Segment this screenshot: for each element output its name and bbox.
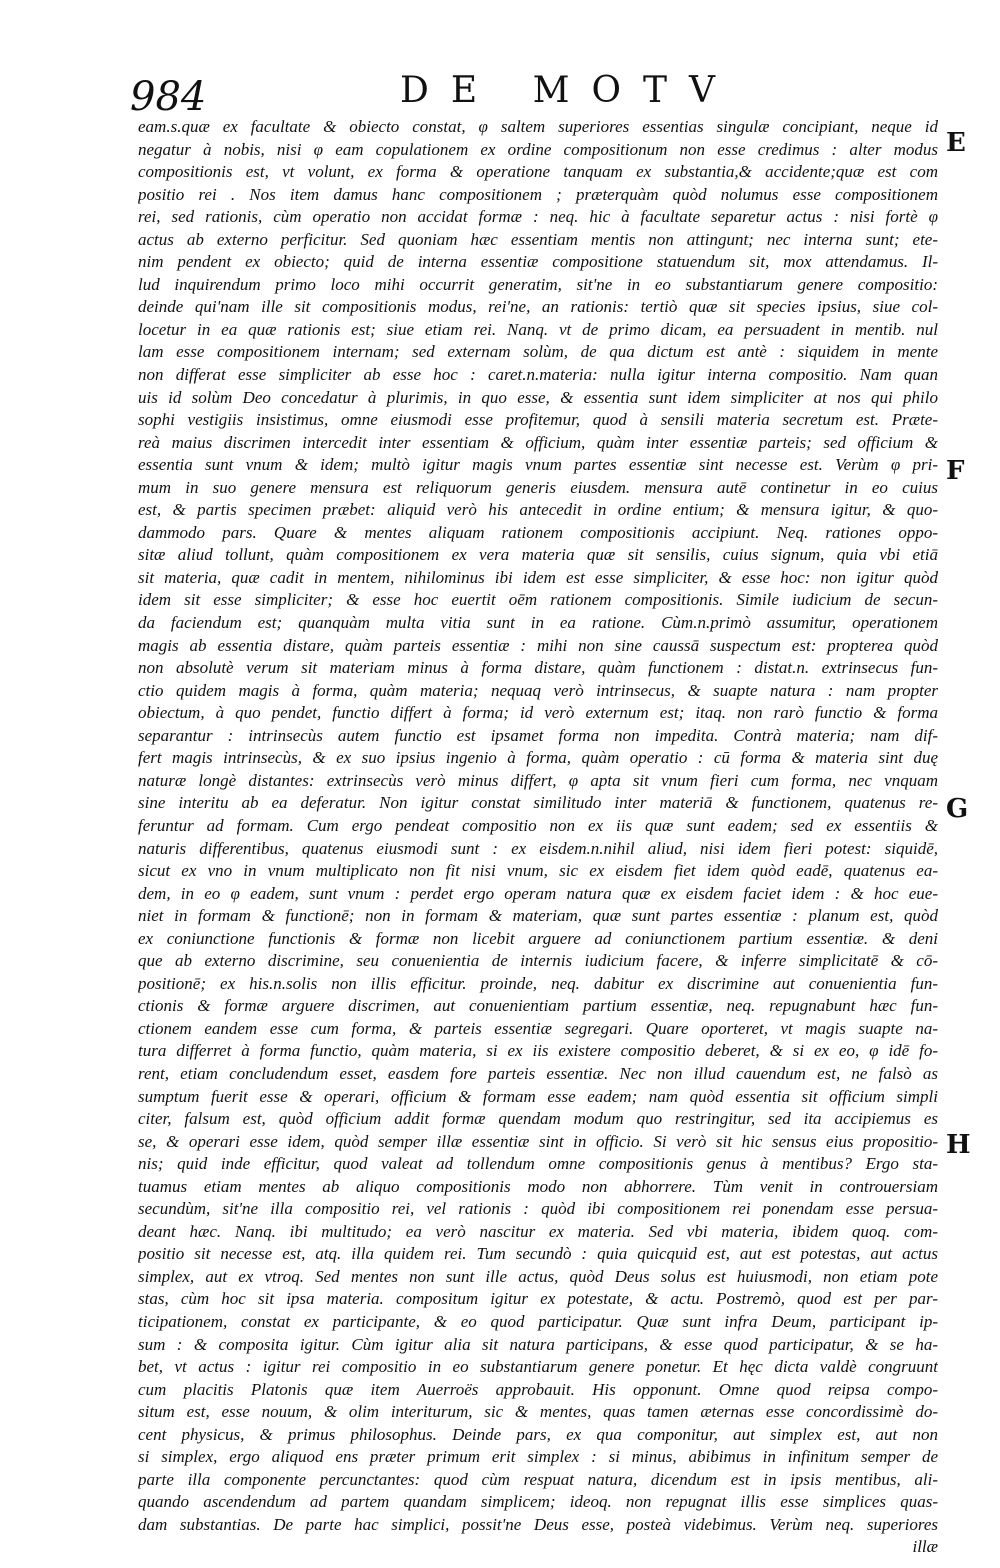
text-line: naturæ longè distantes: extrinsecùs verò minus differt, φ apta sit vnum fieri cum forma, nec vnquam xyxy=(138,770,938,790)
text-line: compositionis est, vt volunt, ex forma & operatione tanquam ex substantia,& accidente;quæ est com xyxy=(138,162,938,182)
text-line: secundùm, sit'ne illa compositio rei, vel rationis : quòd ibi compositionem rei ponendam esse persua- xyxy=(138,1199,938,1219)
text-line: actus ab externo perficitur. Sed quoniam hæc essentiam mentis non attingunt; nec interna sunt; ete- xyxy=(138,229,938,249)
text-line: se, & operari esse idem, quòd semper illæ essentiæ sint in officio. Si verò sit hic sensus eius propositio- xyxy=(138,1131,938,1151)
text-line: fert magis intrinsecùs, & ex suo ipsius ingenio à forma, quàm operatio : cū forma & materia sint duę xyxy=(138,748,938,768)
text-line: naturis differentibus, quatenus eiusmodi sunt : ex eisdem.n.nihil aliud, nisi idem fieri potest: siquidē, xyxy=(138,838,938,858)
text-line: illæ xyxy=(912,1537,938,1557)
margin-letter-h: H xyxy=(946,1130,971,1160)
text-line: sum : & composita igitur. Cùm igitur alia sit natura participans, & esse quod participatur, & se ha- xyxy=(138,1334,938,1354)
text-line: bet, vt actus : igitur rei compositio in eo substantiarum genere ponetur. Et hęc dicta valdè congruunt xyxy=(138,1357,938,1377)
text-line: dammodo pars. Quare & mentes aliquam rationem compositionis accipiunt. Neq. rationes oppo- xyxy=(138,522,938,542)
text-line: ctio quidem magis à forma, quàm materia; nequaq verò intrinsecus, & suapte natura : nam propter xyxy=(138,680,938,700)
text-line: stas, cùm hoc sit ipsa materia. compositum igitur ex potestate, & actu. Postremò, quod est per par- xyxy=(138,1289,938,1309)
text-line: positionē; ex his.n.solis non illis efficitur. proinde, neq. dabitur ex discrimine aut conuenientia fun- xyxy=(138,973,938,993)
text-line: sitæ aliud tollunt, quàm compositionem ex vera materia quæ sit sensilis, cuius signum, quia vbi etiā xyxy=(138,545,938,565)
text-line: que ab externo discrimine, seu conuenientia de internis iudicium facere, & inferre simplicitatē & cō- xyxy=(138,951,938,971)
text-line: sit materia, quæ cadit in mentem, nihilominus ibi idem est esse simpliciter, & esse hoc: non igitur quòd xyxy=(138,567,938,587)
text-line: essentia sunt vnum & idem; multò igitur magis vnum partes essentiæ sint necesse est. Verùm φ pri- xyxy=(138,455,938,475)
text-line: uis id solùm Deo concedatur à plurimis, in quo esse, & essentia sunt idem simpliciter at nos qui philo xyxy=(138,387,938,407)
margin-letter-g: G xyxy=(946,794,969,824)
text-line: positio sit necesse est, atq. illa quidem rei. Tum secundò : quia quicquid est, aut est potestas, aut actus xyxy=(138,1244,938,1264)
text-line: est, & partis specimen præbet: aliquid verò his antecedit in ordine entium; & mensura igitur, & quo- xyxy=(138,500,938,520)
text-line: sine interitu ab ea deferatur. Non igitur constat similitudo inter materiā & functionem, quatenus re- xyxy=(138,793,938,813)
page-number: 984 xyxy=(130,74,207,120)
text-line: parte illa componente percunctantes: quod cùm respuat natura, dicendum est in ipsis mentibus, ali- xyxy=(138,1469,938,1489)
text-line: locetur in ea quæ rationis est; siue etiam rei. Nanq. vt de primo dicam, ea persuadent in mentib. nul xyxy=(138,319,938,339)
text-line: citer, falsum est, quòd officium addit formæ quendam modum quo restringitur, sed ita accipiemus es xyxy=(138,1109,938,1129)
text-line: rei, sed rationis, cùm operatio non accidat formæ : neq. hic à facultate separetur actus : nisi fortè φ xyxy=(138,207,938,227)
text-line: ticipationem, constat ex participante, & eo quod participatur. Quæ sunt infra Deum, participant ip- xyxy=(138,1311,938,1331)
text-line: cent physicus, & primus philosophus. Deinde pars, ex qua componitur, aut simplex est, aut non xyxy=(138,1424,938,1444)
text-line: negatur à nobis, nisi φ eam copulationem ex ordine compositionum non esse credimus : alter modus xyxy=(138,139,938,159)
running-head: DE MOTV xyxy=(400,70,737,111)
text-line: dem, in eo φ eadem, sunt vnum : perdet ergo operam natura quæ ex eisdem faciet idem : & hoc eue- xyxy=(138,883,938,903)
text-line: tura differret à forma functio, quàm materia, si ex iis existere compositio deberet, & si ex eo, φ idē fo- xyxy=(138,1041,938,1061)
text-line: deant hæc. Nanq. ibi multitudo; ea verò nascitur ex materia. Sed vbi materia, ibidem quoq. com- xyxy=(138,1221,938,1241)
text-line: ctionem eandem esse cum forma, & parteis essentiæ segregari. Quare oporteret, vt magis suapte na- xyxy=(138,1018,938,1038)
text-line: sophi vestigiis insistimus, omne eiusmodi esse profitemur, quod à sensili materia secretum est. Præte- xyxy=(138,410,938,430)
text-line: cum placitis Platonis quæ item Auerroës approbauit. His opponunt. Omne quod reipsa compo- xyxy=(138,1379,938,1399)
text-line: niet in formam & functionē; non in formam & materiam, quæ sunt partes essentiæ : planum est, quòd xyxy=(138,906,938,926)
text-line: nim pendent ex obiecto; quid de interna essentiæ compositione statuendum sit, mox attendamus. Il- xyxy=(138,252,938,272)
text-line: lam esse compositionem internam; sed externam solùm, de qua dictum est antè : siquidem in mente xyxy=(138,342,938,362)
text-line: rent, etiam concludendum esset, easdem fore parteis essentiæ. Nec non illud cauendum est, ne falsò as xyxy=(138,1063,938,1083)
text-line: idem sit esse simpliciter; & esse hoc euertit oēm rationem compositionis. Simile iudicium de secun- xyxy=(138,590,938,610)
text-line: positio rei . Nos item damus hanc compositionem ; præterquàm quòd nolumus esse compositionem xyxy=(138,184,938,204)
text-line: situm est, esse nouum, & olim interiturum, sic & mentes, quas tamen æternas esse concordissimè do- xyxy=(138,1402,938,1422)
text-line: lud inquirendum primo loco mihi occurrit generatim, sit'ne in eo substantiarum genere compositio: xyxy=(138,274,938,294)
text-line: sumptum fuerit esse & operari, officium & formam esse eadem; nam quòd essentia sit officium simpli xyxy=(138,1086,938,1106)
text-line: non absolutè verum sit materiam minus à forma distare, quàm functionem : distat.n. extrinsecus fun- xyxy=(138,658,938,678)
text-line: non differat esse simpliciter ab esse hoc : caret.n.materia: nulla igitur interna compositio. Nam quan xyxy=(138,365,938,385)
text-line: si simplex, ergo aliquod ens præter primum erit simplex : si minus, abibimus in infinitum semper de xyxy=(138,1447,938,1467)
text-line: obiectum, à quo pendet, functio differt à forma; id verò externum est; itaq. non rarò functio & forma xyxy=(138,703,938,723)
text-line: ctionis & formæ arguere discrimen, aut conuenientiam partium essentiæ, neq. repugnabunt hæc fun- xyxy=(138,996,938,1016)
text-line: ex coniunctione functionis & formæ non licebit arguere ad coniunctionem partium essentiæ. & deni xyxy=(138,928,938,948)
text-line: deinde qui'nam ille sit compositionis modus, rei'ne, an rationis: tertiò quæ sit species ipsius, siue col- xyxy=(138,297,938,317)
text-line: magis ab essentia distare, quàm parteis essentiæ : mihi non sine caussā suspectum est: propterea quòd xyxy=(138,635,938,655)
text-line: nis; quid inde efficitur, quod valeat ad tollendum omne compositionis genus à mentibus? Ergo sta- xyxy=(138,1154,938,1174)
text-line: separantur : intrinsecùs autem functio est ipsamet forma non impedita. Contrà materia; nam dif- xyxy=(138,725,938,745)
text-line: eam.s.quæ ex facultate & obiecto constat, φ saltem superiores essentias singulæ concipiant, neque id xyxy=(138,117,938,136)
text-line: mum in suo genere mensura est reliquorum generis eiusdem. mensura autē continetur in eo cuius xyxy=(138,477,938,497)
text-line: reà maius discrimen intercedit inter essentiam & officium, quàm inter essentiæ parteis; sed officium & xyxy=(138,432,938,452)
text-line: simplex, aut ex vtroq. Sed mentes non sunt ille actus, quòd Deus solus est huiusmodi, non etiam pote xyxy=(138,1266,938,1286)
text-line: feruntur ad formam. Cum ergo pendeat compositio non ex iis quæ sunt eadem; sed ex essentiis & xyxy=(138,815,938,835)
text-line: tuamus etiam mentes ab aliquo compositionis modo non abhorrere. Tùm venit in controuersiam xyxy=(138,1176,938,1196)
text-line: dam substantias. De parte hac simplici, possit'ne Deus esse, posteà videbimus. Verùm neq. superiores xyxy=(138,1514,938,1534)
margin-letter-f: F xyxy=(946,456,965,486)
text-line: sicut ex vno in vnum multiplicato non fit nisi vnum, sic ex eisdem fiet idem quòd eadē, quatenus ea- xyxy=(138,861,938,881)
body-text xyxy=(138,116,938,1559)
text-line: quando ascendendum ad partem quandam simplicem; ideoq. non repugnat illis esse simplices quas- xyxy=(138,1492,938,1512)
text-line: da faciendum est; quanquàm multa vitia sunt in ea ratione. Cùm.n.primò assumitur, operationem xyxy=(138,613,938,633)
margin-letter-e: E xyxy=(946,128,966,158)
